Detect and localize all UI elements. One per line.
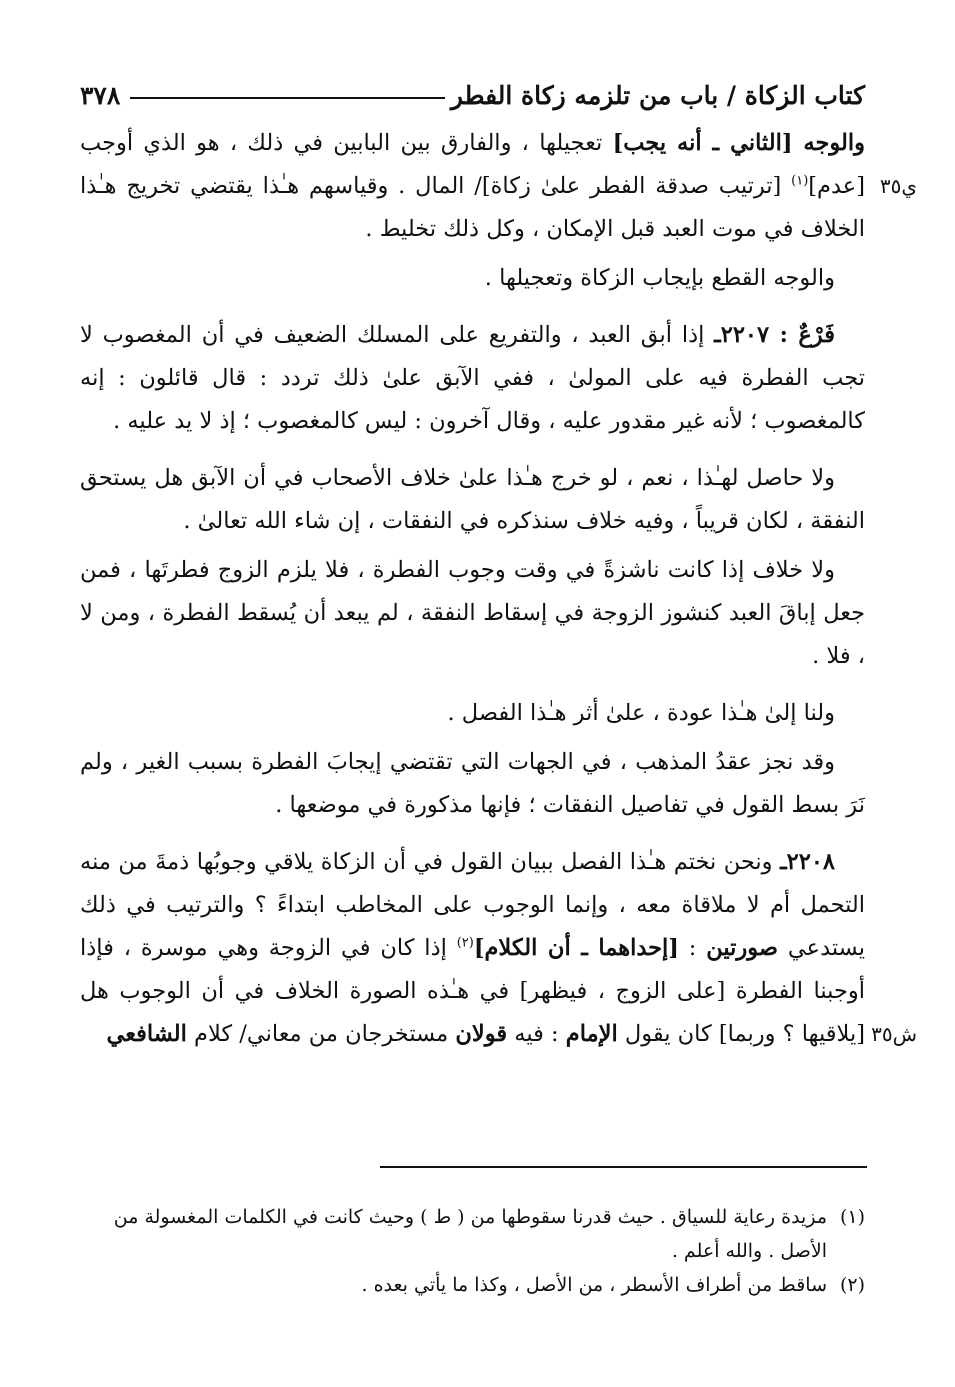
bold-phrase: صورتين (706, 935, 779, 961)
footnote-text: مزيدة رعاية للسياق . حيث قدرنا سقوطها من ( ط ) وحيث كانت في الكلمات المغسولة من الأصل . والله أعلم . (113, 1206, 827, 1262)
paragraph-text: : (678, 935, 707, 961)
paragraph-7: وقد نجز عقدُ المذهب ، في الجهات التي تقتضي إيجابَ الفطرة بسبب الغير ، ولم نَرَ بسط القول في تفاصيل النفقات ؛ فإنها مذكورة في موضعها . (80, 749, 865, 818)
paragraph-text: إذا كان في الزوجة وهي موسرة ، فإذا أوجبنا الفطرة [على الزوج ، فيظهر] في هـٰذه الصورة الخلاف في أن الوجوب هل [يلاقيها ؟ وربما] كان يقول (80, 935, 865, 1047)
footnote-number: (١) (839, 1206, 865, 1228)
page-number: ٣٧٨ (80, 80, 121, 110)
footnote-divider (380, 1166, 867, 1168)
paragraph-8 (80, 841, 917, 1056)
issue-number: ٢٢٠٨ـ (780, 849, 835, 875)
far-label: فَرْعٌ (798, 322, 835, 348)
page-body (80, 68, 917, 1062)
running-title: كتاب الزكاة / باب من تلزمه زكاة الفطر (450, 80, 865, 110)
paragraph-3-far (80, 314, 865, 443)
running-header (80, 68, 865, 122)
paragraph-5: ولا خلاف إذا كانت ناشزةً في وقت وجوب الفطرة ، فلا يلزم الزوج فطرتَها ، فمن جعل إباقَ العبد كنشوز الزوجة في إسقاط النفقة ، لم يبعد أن يُسقط الفطرة ، ومن لا ، فلا . (80, 557, 865, 669)
bold-phrase: والوجه [الثاني ـ أنه يجب] (612, 130, 865, 156)
paragraph-4: ولا حاصل لهـٰذا ، نعم ، لو خرج هـٰذا علىٰ خلاف الأصحاب في أن الآبق هل يستحق النفقة ، لكان قريباً ، وفيه خلاف سنذكره في النفقات ، إن شاء الله تعالىٰ . (80, 465, 865, 534)
paragraph-text: ونحن نختم هـٰذا الفصل ببيان القول في أن الزكاة يلاقي وجوبُها ذمةَ من منه التحمل أم لا ملاقاة معه ، وإنما الوجوب على المخاطب ابتداءً ؟ والترتيب في ذلك يستدعي (80, 849, 866, 961)
paragraph-2: والوجه القطع بإيجاب الزكاة وتعجيلها . (484, 265, 835, 291)
header-rule (130, 97, 445, 99)
issue-number: : ٢٢٠٧ـ (714, 322, 799, 348)
footnote-1 (80, 1200, 865, 1268)
footnotes (80, 1200, 865, 1302)
footnote-number: (٢) (839, 1274, 865, 1296)
bold-phrase: قولان (455, 1021, 508, 1047)
footnote-text: ساقط من أطراف الأسطر ، من الأصل ، وكذا ما يأتي بعده . (361, 1274, 827, 1296)
bold-phrase: [إحداهما ـ أن الكلام] (473, 935, 679, 961)
bold-phrase: الشافعي (106, 1021, 187, 1047)
paragraph-text: : فيه (507, 1021, 566, 1047)
footnote-ref-2[interactable]: (٢) (456, 935, 474, 951)
margin-note-1: ي٣٥ (879, 174, 917, 198)
footnote-ref-1[interactable]: (١) (791, 173, 809, 189)
paragraph-1 (80, 122, 917, 251)
paragraph-6: ولنا إلىٰ هـٰذا عودة ، علىٰ أثر هـٰذا الفصل . (447, 700, 835, 726)
paragraph-text: مستخرجان من معاني/ كلام (186, 1021, 456, 1047)
paragraph-text: تعجيلها ، والفارق بين البابين في ذلك ، هو الذي أوجب [عدم] (80, 130, 865, 199)
paragraph-text: [ترتيب صدقة الفطر علىٰ زكاة]/ المال . وقياسهم هـٰذا يقتضي تخريج هـٰذا الخلاف في موت العبد قبل الإمكان ، وكل ذلك تخليط . (80, 173, 865, 242)
bold-phrase: الإمام (565, 1021, 618, 1047)
footnote-2 (80, 1268, 865, 1302)
margin-note-2: ش٣٥ (871, 1022, 917, 1046)
paragraph-text: إذا أبق العبد ، والتفريع على المسلك الضعيف في أن المغصوب لا تجب الفطرة فيه على المولىٰ ، ففي الآبق علىٰ ذلك تردد : قال قائلون : إنه كالمغصوب ؛ لأنه غير مقدور عليه ، وقال آخرون : ليس كالمغصوب ؛ إذ لا يد عليه . (80, 322, 865, 434)
